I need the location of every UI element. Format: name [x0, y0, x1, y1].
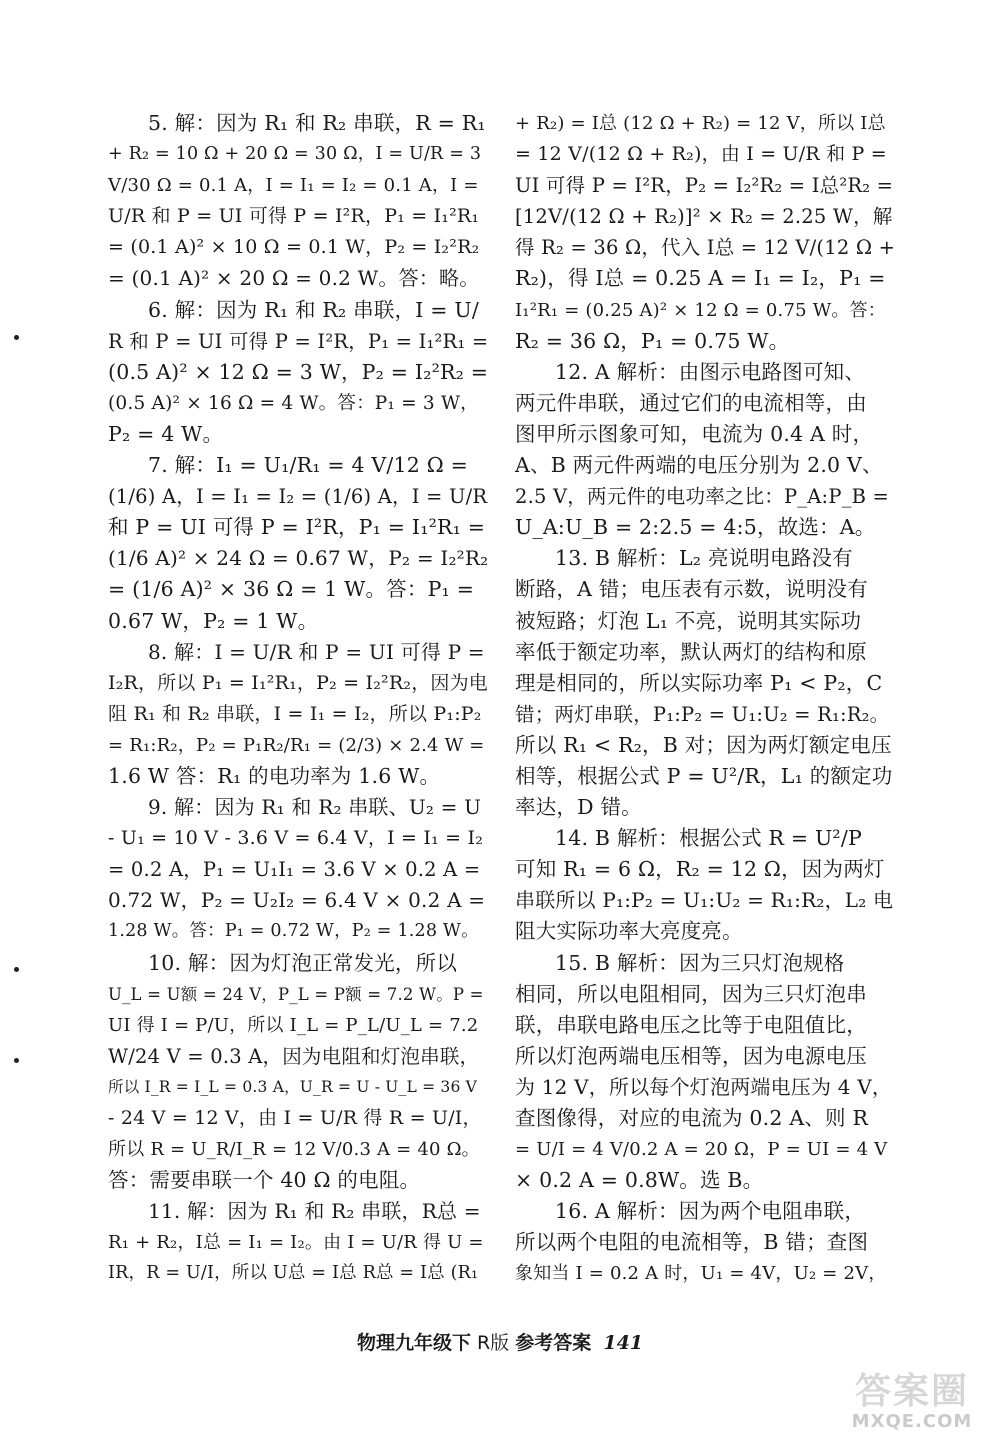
- text-line: = R₁:R₂，P₂ = P₁R₂/R₁ = (2/3) × 2.4 W =: [108, 734, 485, 756]
- text-line: 错；两灯串联，P₁:P₂ = U₁:U₂ = R₁:R₂。: [515, 702, 890, 726]
- text-line: I₂R，所以 P₁ = I₁²R₁，P₂ = I₂²R₂，因为电: [108, 671, 488, 694]
- text-line: 10. 解：因为灯泡正常发光，所以: [148, 950, 458, 975]
- text-line: 串联所以 P₁:P₂ = U₁:U₂ = R₁:R₂，L₂ 电: [515, 888, 894, 913]
- text-line: 1.6 W 答：R₁ 的电功率为 1.6 W。: [108, 763, 441, 788]
- text-line: I₁²R₁ = (0.25 A)² × 12 Ω = 0.75 W。答：: [515, 299, 886, 321]
- text-line: 12. A 解析：由图示电路图可知、: [555, 359, 866, 384]
- text-line: A、B 两元件两端的电压分别为 2.0 V、: [515, 453, 883, 478]
- watermark-logo: 答案圈: [854, 1371, 969, 1412]
- page-footer: [0, 1330, 1000, 1356]
- text-line: V/30 Ω = 0.1 A，I = I₁ = I₂ = 0.1 A，I =: [108, 175, 479, 197]
- text-line: 率低于额定功率，默认两灯的结构和原: [515, 639, 867, 664]
- text-line: 阻 R₁ 和 R₂ 串联，I = I₁ = I₂，所以 P₁:P₂: [108, 702, 482, 725]
- text-line: 阻大实际功率大亮度亮。: [515, 919, 743, 944]
- page-number: 141: [603, 1332, 644, 1354]
- text-line: [12V/(12 Ω + R₂)]² × R₂ = 2.25 W，解: [515, 205, 893, 229]
- text-line: 7. 解：I₁ = U₁/R₁ = 4 V/12 Ω =: [148, 453, 469, 478]
- text-line: U_A:U_B = 2:2.5 = 4:5，故选：A。: [515, 515, 876, 540]
- footer-edition: R版: [477, 1332, 510, 1354]
- text-line: P₂ = 4 W。: [108, 421, 224, 446]
- text-line: U_L = U额 = 24 V，P_L = P额 = 7.2 W。P =: [108, 984, 484, 1004]
- margin-dot: [14, 335, 19, 340]
- text-line: R₁ + R₂，I总 = I₁ = I₂。由 I = U/R 得 U =: [108, 1232, 484, 1254]
- left-column: [108, 108, 489, 1290]
- watermark: [842, 1372, 982, 1436]
- right-column: [515, 108, 896, 1290]
- text-line: 6. 解：因为 R₁ 和 R₂ 串联，I = U/: [148, 297, 479, 322]
- text-line: 0.72 W，P₂ = U₂I₂ = 6.4 V × 0.2 A =: [108, 888, 486, 913]
- text-line: = 12 V/(12 Ω + R₂)，由 I = U/R 和 P =: [515, 143, 887, 166]
- text-line: 理是相同的，所以实际功率 P₁ < P₂，C: [515, 670, 883, 695]
- text-line: 图甲所示图象可知，电流为 0.4 A 时，: [515, 421, 874, 446]
- text-line: 11. 解：因为 R₁ 和 R₂ 串联，R总 =: [148, 1199, 481, 1224]
- text-line: (1/6 A)² × 24 Ω = 0.67 W，P₂ = I₂²R₂: [108, 546, 489, 571]
- text-line: (0.5 A)² × 12 Ω = 3 W，P₂ = I₂²R₂ =: [108, 359, 489, 384]
- text-line: 15. B 解析：因为三只灯泡规格: [555, 950, 845, 975]
- text-line: 16. A 解析：因为两个电阻串联，: [555, 1199, 866, 1224]
- text-line: W/24 V = 0.3 A，因为电阻和灯泡串联，: [108, 1044, 480, 1068]
- text-line: 所以灯泡两端电压相等，因为电源电压: [515, 1043, 867, 1068]
- text-line: 率达，D 错。: [515, 795, 642, 820]
- text-line: 为 12 V，所以每个灯泡两端电压为 4 V，: [515, 1074, 893, 1099]
- text-line: 得 R₂ = 36 Ω，代入 I总 = 12 V/(12 Ω +: [515, 236, 896, 260]
- footer-section: 参考答案: [515, 1332, 592, 1354]
- text-line: = U/I = 4 V/0.2 A = 20 Ω，P = UI = 4 V: [515, 1139, 888, 1161]
- text-line: IR，R = U/I，所以 U总 = I总 R总 = I总 (R₁: [108, 1263, 479, 1284]
- text-line: R₂ = 36 Ω，P₁ = 0.75 W。: [515, 328, 790, 353]
- text-line: 相等，根据公式 P = U²/R，L₁ 的额定功: [515, 763, 893, 788]
- text-line: U/R 和 P = UI 可得 P = I²R，P₁ = I₁²R₁: [108, 205, 480, 228]
- text-line: 14. B 解析：根据公式 R = U²/P: [555, 826, 862, 851]
- text-line: 象知当 I = 0.2 A 时，U₁ = 4V，U₂ = 2V，: [515, 1263, 887, 1285]
- text-line: 13. B 解析：L₂ 亮说明电路没有: [555, 546, 853, 571]
- text-line: 联，串联电路电压之比等于电阻值比，: [515, 1012, 867, 1037]
- text-line: = (0.1 A)² × 10 Ω = 0.1 W，P₂ = I₂²R₂: [108, 236, 480, 259]
- text-line: UI 得 I = P/U，所以 I_L = P_L/U_L = 7.2: [108, 1014, 479, 1036]
- text-line: (0.5 A)² × 16 Ω = 4 W。答：P₁ = 3 W，: [108, 392, 479, 414]
- text-line: 1.28 W。答：P₁ = 0.72 W，P₂ = 1.28 W。: [108, 921, 479, 942]
- watermark-site: MXQE.COM: [851, 1411, 973, 1432]
- text-line: - U₁ = 10 V - 3.6 V = 6.4 V，I = I₁ = I₂: [108, 827, 484, 850]
- text-line: 2.5 V，两元件的电功率之比：P_A:P_B =: [515, 485, 890, 509]
- text-line: 被短路；灯泡 L₁ 不亮，说明其实际功: [515, 608, 862, 633]
- text-line: + R₂ = 10 Ω + 20 Ω = 30 Ω，I = U/R = 3: [108, 144, 482, 165]
- text-line: × 0.2 A = 0.8W。选 B。: [515, 1168, 764, 1193]
- text-line: = 0.2 A，P₁ = U₁I₁ = 3.6 V × 0.2 A =: [108, 858, 481, 882]
- text-line: - 24 V = 12 V，由 I = U/R 得 R = U/I，: [108, 1107, 482, 1129]
- text-line: 可知 R₁ = 6 Ω，R₂ = 12 Ω，因为两灯: [515, 857, 885, 882]
- text-line: + R₂) = I总 (12 Ω + R₂) = 12 V，所以 I总: [515, 113, 886, 134]
- text-line: 0.67 W，P₂ = 1 W。: [108, 608, 319, 633]
- text-line: = (0.1 A)² × 20 Ω = 0.2 W。答：略。: [108, 266, 480, 291]
- text-line: 查图像得，对应的电流为 0.2 A、则 R: [515, 1106, 869, 1130]
- text-line: R 和 P = UI 可得 P = I²R，P₁ = I₁²R₁ =: [108, 329, 489, 353]
- text-line: 9. 解：因为 R₁ 和 R₂ 串联、U₂ = U: [148, 795, 482, 820]
- text-line: 所以 R = U_R/I_R = 12 V/0.3 A = 40 Ω。: [108, 1139, 480, 1161]
- text-line: UI 可得 P = I²R，P₂ = I₂²R₂ = I总²R₂ =: [515, 174, 894, 198]
- text-line: 答：需要串联一个 40 Ω 的电阻。: [108, 1168, 421, 1193]
- text-line: 相同，所以电阻相同，因为三只灯泡串: [515, 981, 867, 1006]
- text-line: 断路，A 错；电压表有示数，说明没有: [515, 577, 868, 602]
- text-line: (1/6) A，I = I₁ = I₂ = (1/6) A，I = U/R: [108, 485, 488, 509]
- margin-dot: [14, 1058, 19, 1063]
- text-line: R₂)，得 I总 = 0.25 A = I₁ = I₂，P₁ =: [515, 266, 886, 291]
- text-line: 所以两个电阻的电流相等，B 错；查图: [515, 1230, 869, 1255]
- margin-dot: [14, 967, 19, 972]
- text-line: 所以 R₁ < R₂，B 对；因为两灯额定电压: [515, 732, 892, 757]
- text-line: 所以 I_R = I_L = 0.3 A，U_R = U - U_L = 36 V: [108, 1077, 478, 1096]
- text-line: = (1/6 A)² × 36 Ω = 1 W。答：P₁ =: [108, 577, 475, 602]
- text-line: 8. 解：I = U/R 和 P = UI 可得 P =: [148, 639, 485, 664]
- text-line: 5. 解：因为 R₁ 和 R₂ 串联，R = R₁: [148, 111, 486, 135]
- footer-title: 物理九年级下: [356, 1332, 471, 1354]
- text-line: 两元件串联，通过它们的电流相等，由: [515, 390, 867, 415]
- text-line: 和 P = UI 可得 P = I²R，P₁ = I₁²R₁ =: [108, 515, 486, 540]
